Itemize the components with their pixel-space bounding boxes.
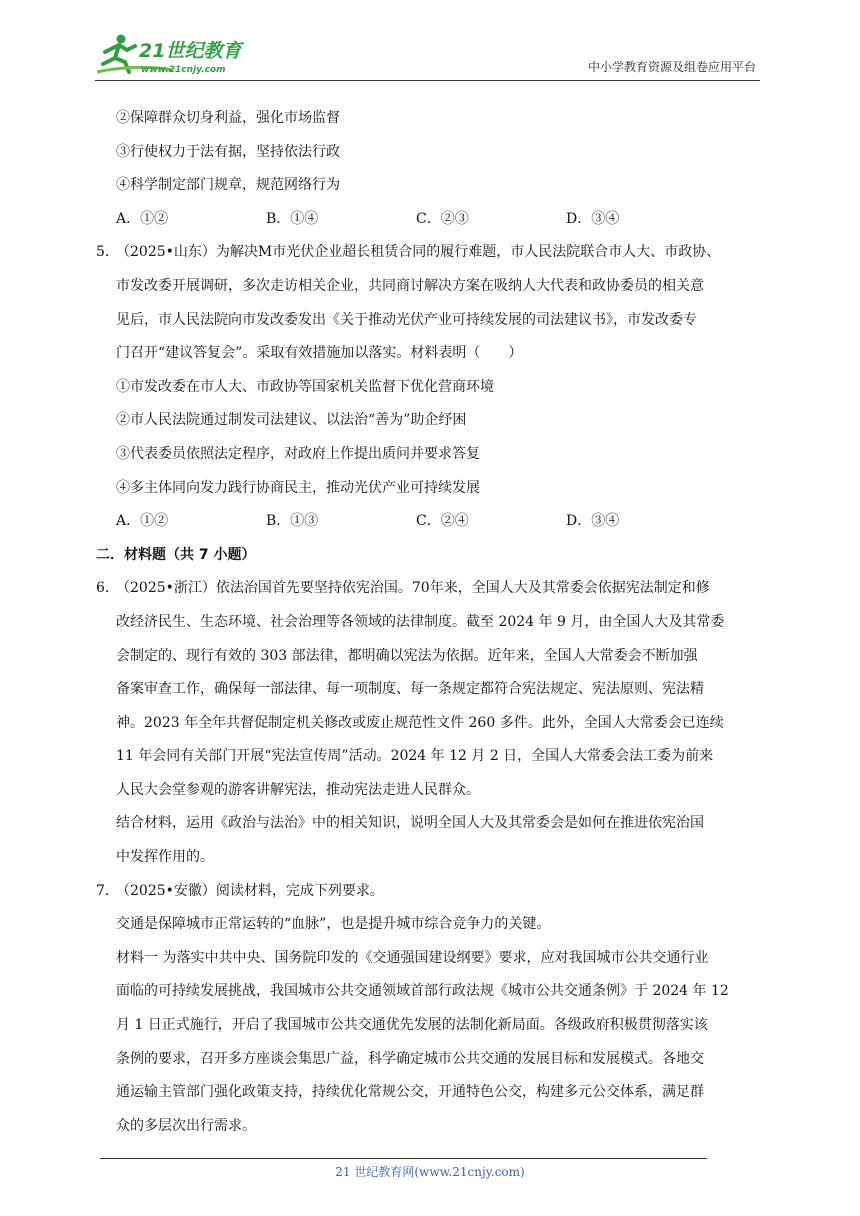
q4-option-b: B．①④: [266, 210, 319, 227]
q7-lead: 交通是保障城市正常运转的“血脉”，也是提升城市综合竞争力的关键。: [116, 916, 551, 933]
q6-line-7: 人民大会堂参观的游客讲解宪法，推动宪法走进人民群众。: [116, 781, 480, 798]
page-footer: 21 世纪教育网(www.21cnjy.com): [335, 1165, 525, 1179]
q7-intro: 7．（2025•安徽）阅读材料，完成下列要求。: [96, 875, 760, 909]
q7-number: 7．: [96, 882, 119, 899]
q4-item-3: ③行使权力于法有据，坚持依法行政: [116, 143, 340, 160]
svg-text:21世纪教育: 21世纪教育: [139, 40, 242, 62]
q4-options: [96, 203, 760, 237]
q6-line-1: 6．（2025•浙江）依法治国首先要坚持依宪治国。70年来，全国人大及其常委会依据宪法制定和修: [96, 572, 760, 606]
q5-line-3: 见后，市人民法院向市发改委发出《关于推动光伏产业可持续发展的司法建议书》，市发改委专: [116, 311, 697, 328]
q4-option-a: A．①②: [116, 210, 169, 227]
q7-material-1: 材料一 为落实中共中央、国务院印发的《交通强国建设纲要》要求，应对我国城市公共交通行业: [116, 949, 709, 966]
q6-line-6: 11 年会同有关部门开展“宪法宣传周”活动。2024 年 12 月 2 日，全国人大常委会法工委为前来: [116, 748, 714, 765]
document-body: [96, 102, 760, 1143]
q5-line-1: 5．（2025•山东）为解决M市光伏企业超长租赁合同的履行难题，市人民法院联合市人大、市政协、: [96, 236, 760, 270]
svg-text:www.21cnjy.com: www.21cnjy.com: [141, 65, 226, 75]
q5-options: [96, 505, 760, 539]
q7-material-3: 月 1 日正式施行，开启了我国城市公共交通优先发展的法制化新局面。各级政府积极贯彻落实该: [116, 1017, 708, 1034]
q6-question-2: 中发挥作用的。: [116, 849, 214, 866]
header-divider: [95, 80, 760, 81]
q6-question-1: 结合材料，运用《政治与法治》中的相关知识，说明全国人大及其常委会是如何在推进依宪治国: [116, 815, 704, 832]
q5-line-2: 市发改委开展调研，多次走访相关企业，共同商讨解决方案在吸纳人大代表和政协委员的相关意: [116, 277, 704, 294]
q4-item-2: ②保障群众切身利益，强化市场监督: [116, 110, 340, 126]
q5-option-c: C．②④: [416, 513, 469, 530]
q5-option-a: A．①②: [116, 513, 169, 530]
q5-item-4: ④多主体同向发力践行协商民主，推动光伏产业可持续发展: [116, 479, 480, 496]
q5-item-3: ③代表委员依照法定程序，对政府上作提出质问并要求答复: [116, 445, 480, 462]
q4-option-c: C．②③: [416, 210, 469, 227]
q5-item-1: ①市发改委在市人大、市政协等国家机关监督下优化营商环境: [116, 378, 494, 395]
q5-option-d: D．③④: [566, 513, 620, 530]
q5-number: 5．: [96, 244, 119, 261]
q4-item-4: ④科学制定部门规章，规范网络行为: [116, 177, 340, 194]
q7-material-2: 面临的可持续发展挑战，我国城市公共交通领域首部行政法规《城市公共交通条例》于 2024 年 12: [116, 983, 729, 1000]
q6-number: 6．: [96, 580, 119, 597]
q7-material-5: 通运输主管部门强化政策支持，持续优化常规公交，开通特色公交，构建多元公交体系，满足群: [116, 1084, 704, 1101]
platform-name: 中小学教育资源及组卷应用平台: [587, 60, 756, 74]
q5-item-2: ②市人民法院通过制发司法建议、以法治“善为”助企纾困: [116, 412, 467, 429]
q6-line-3: 会制定的、现行有效的 303 部法律，都明确以宪法为依据。近年来，全国人大常委会不断加强: [116, 647, 698, 664]
q5-line-4: 门召开“建议答复会”。采取有效措施加以落实。材料表明（ ）: [116, 345, 523, 362]
logo: [95, 30, 265, 78]
footer-divider: [100, 1158, 707, 1159]
q5-option-b: B．①③: [266, 513, 319, 530]
q6-line-5: 神。2023 年全年共督促制定机关修改或废止规范性文件 260 多件。此外，全国人大常委会已连续: [116, 714, 724, 731]
q4-option-d: D．③④: [566, 210, 620, 227]
q7-material-4: 条例的要求，召开多方座谈会集思广益，科学确定城市公共交通的发展目标和发展模式。各地交: [116, 1050, 704, 1067]
page-header: [95, 30, 760, 82]
runner-logo-icon: [95, 30, 265, 78]
q7-material-6: 众的多层次出行需求。: [116, 1117, 256, 1134]
section-2-title: 二．材料题（共 7 小题）: [96, 546, 256, 563]
q6-line-4: 备案审查工作，确保每一部法律、每一项制度、每一条规定都符合宪法规定、宪法原则、宪法精: [116, 681, 704, 698]
q6-line-2: 改经济民生、生态环境、社会治理等各领域的法律制度。截至 2024 年 9 月，由全国人大及其常委: [116, 613, 725, 630]
